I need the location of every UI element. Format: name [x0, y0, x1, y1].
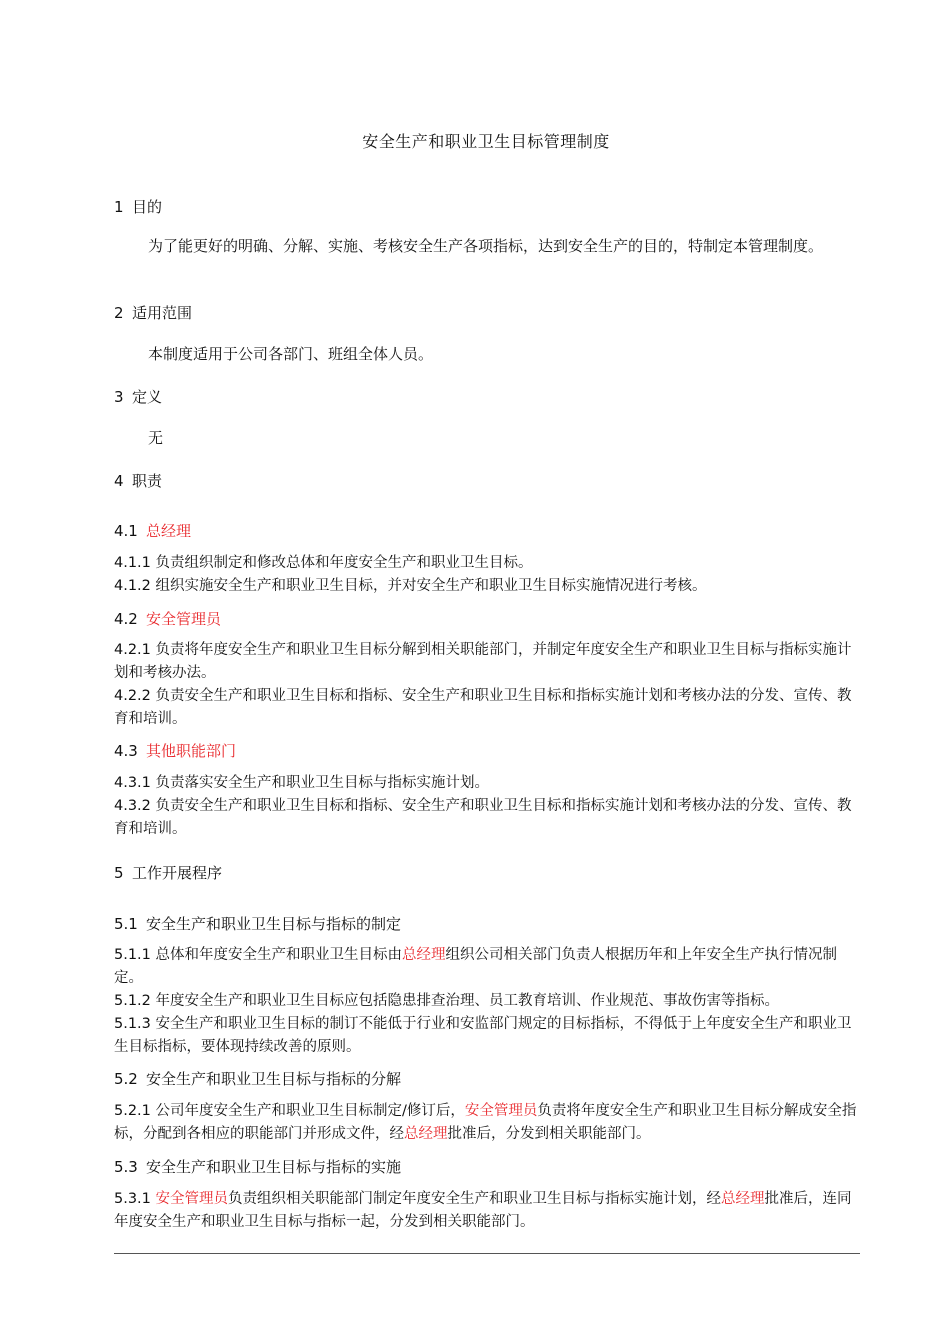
footer-divider	[114, 1253, 860, 1254]
section-number: 3	[114, 388, 124, 406]
section-title: 职责	[132, 472, 163, 490]
role-general-manager: 总经理	[146, 522, 192, 540]
item-4-2-2: 4.2.2 负责安全生产和职业卫生目标和指标、安全生产和职业卫生目标和指标实施计划和考核办法的分发、宣传、教育和培训。	[114, 688, 852, 727]
section-2-heading	[114, 302, 192, 323]
text-run: 5.3.1	[114, 1191, 156, 1207]
item-5-2-1	[114, 1100, 862, 1146]
section-number: 5	[114, 864, 124, 882]
item-5-1-1	[114, 944, 862, 990]
item-5-1-3: 5.1.3 安全生产和职业卫生目标的制订不能低于行业和安监部门规定的目标指标，不得低于上年度安全生产和职业卫生目标指标，要体现持续改善的原则。	[114, 1016, 852, 1055]
section-number: 5.3	[114, 1158, 138, 1176]
section-title: 目的	[132, 198, 163, 216]
role-safety-manager: 安全管理员	[146, 610, 222, 628]
section-5-1-heading	[114, 913, 401, 934]
section-5-3-heading	[114, 1156, 401, 1177]
document-title: 安全生产和职业卫生目标管理制度	[362, 132, 610, 151]
section-number: 1	[114, 198, 124, 216]
section-3-heading	[114, 386, 162, 407]
section-1-text: 为了能更好的明确、分解、实施、考核安全生产各项指标，达到安全生产的目的，特制定本管理制度。	[148, 237, 824, 255]
section-title: 安全生产和职业卫生目标与指标的分解	[146, 1070, 402, 1088]
section-2-text: 本制度适用于公司各部门、班组全体人员。	[148, 345, 434, 363]
text-run: 组织公司相关部门负责人根据历年和上年安全生产执行情况制定。	[114, 947, 838, 986]
section-4-3-heading	[114, 740, 236, 761]
section-title: 适用范围	[132, 304, 193, 322]
text-run: 5.2.1 公司年度安全生产和职业卫生目标制定/修订后，	[114, 1103, 465, 1119]
item-4-3-2: 4.3.2 负责安全生产和职业卫生目标和指标、安全生产和职业卫生目标和指标实施计划和考核办法的分发、宣传、教育和培训。	[114, 798, 852, 837]
section-number: 5.1	[114, 915, 138, 933]
section-1-heading	[114, 196, 162, 217]
role-general-manager: 总经理	[402, 947, 446, 963]
role-general-manager: 总经理	[721, 1191, 765, 1207]
item-5-3-1	[114, 1188, 862, 1234]
role-safety-manager: 安全管理员	[464, 1103, 538, 1119]
section-3-text: 无	[148, 429, 164, 447]
section-5-2-heading	[114, 1068, 401, 1089]
section-number: 4.2	[114, 610, 138, 628]
section-title: 安全生产和职业卫生目标与指标的实施	[146, 1158, 402, 1176]
text-run: 5.1.1 总体和年度安全生产和职业卫生目标由	[114, 947, 403, 963]
item-4-1-2: 4.1.2 组织实施安全生产和职业卫生目标，并对安全生产和职业卫生目标实施情况进行考核。	[114, 578, 707, 594]
item-5-1-2: 5.1.2 年度安全生产和职业卫生目标应包括隐患排查治理、员工教育培训、作业规范、事故伤害等指标。	[114, 993, 779, 1009]
section-number: 4.1	[114, 522, 138, 540]
section-5-heading	[114, 862, 222, 883]
section-4-heading	[114, 470, 162, 491]
section-title: 安全生产和职业卫生目标与指标的制定	[146, 915, 402, 933]
text-run: 批准后，连同年度安全生产和职业卫生目标与指标一起，分发到相关职能部门。	[114, 1191, 852, 1230]
section-number: 4	[114, 472, 124, 490]
item-4-1-1: 4.1.1 负责组织制定和修改总体和年度安全生产和职业卫生目标。	[114, 555, 533, 571]
section-4-2-heading	[114, 608, 221, 629]
text-run: 批准后，分发到相关职能部门。	[447, 1126, 651, 1142]
item-4-3-1: 4.3.1 负责落实安全生产和职业卫生目标与指标实施计划。	[114, 775, 490, 791]
role-safety-manager: 安全管理员	[155, 1191, 229, 1207]
section-number: 4.3	[114, 742, 138, 760]
text-run: 负责组织相关职能部门制定年度安全生产和职业卫生目标与指标实施计划，经	[228, 1191, 722, 1207]
section-number: 2	[114, 304, 124, 322]
role-other-departments: 其他职能部门	[146, 742, 237, 760]
section-title: 工作开展程序	[132, 864, 223, 882]
item-4-2-1: 4.2.1 负责将年度安全生产和职业卫生目标分解到相关职能部门，并制定年度安全生产和职业卫生目标与指标实施计划和考核办法。	[114, 642, 852, 681]
section-title: 定义	[132, 388, 163, 406]
text-run: 负责将年度安全生产和职业卫生目标分解成安全指标，分配到各相应的职能部门并形成文件，经	[114, 1103, 857, 1142]
role-general-manager: 总经理	[404, 1126, 448, 1142]
section-number: 5.2	[114, 1070, 138, 1088]
section-4-1-heading	[114, 520, 191, 541]
